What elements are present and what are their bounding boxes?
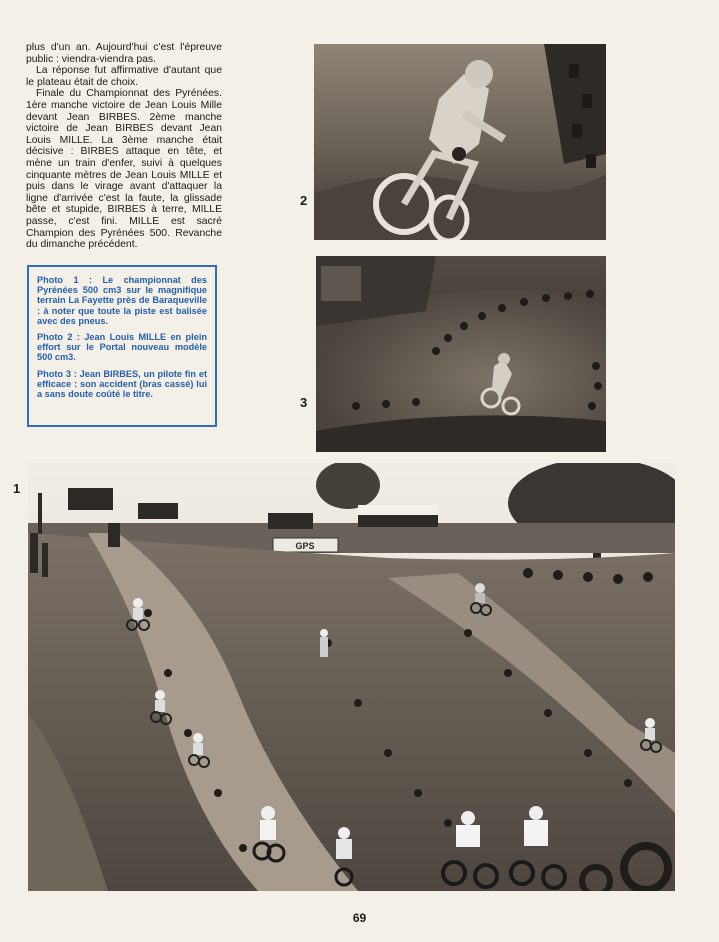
caption-photo-1: Photo 1 : Le championnat des Pyrénées 500 cm3 sur le magnifique terrain La Fayette près de Baraqueville : à noter que toute la piste est balisée avec des pneus. xyxy=(37,275,207,326)
page-number: 69 xyxy=(352,911,367,925)
rider-number-plate xyxy=(452,147,466,161)
photo-2-image xyxy=(314,44,606,240)
photo-2-number: 2 xyxy=(300,193,308,208)
article-text xyxy=(26,42,222,251)
photo-3-number: 3 xyxy=(300,395,308,410)
article-paragraph: Finale du Championnat des Pyrénées. 1ère manche victoire de Jean Louis Mille devant Jean BIRBES. 2ème manche victoire de Jean BIRBES devant Jean Louis MILLE. La 3ème manche était décisive : BIRBES attaque en tête, et mène un train d'enfer, suivi à quelques cinquante mètres de Jean Louis MILLE et puis dans le virage avant d'attaquer la ligne d'arrivée c'est la faute, la glissade bête et stupide, BIRBES à terre, MILLE passe, c'est fini. MILLE est sacré Champion des Pyrénées 500. Revanche du dimanche précédent. xyxy=(26,88,222,251)
photo-2 xyxy=(314,44,606,240)
photo-captions-box xyxy=(27,265,217,427)
photo-1-image xyxy=(28,463,675,891)
article-paragraph: La réponse fut affirmative d'autant que le plateau était de choix. xyxy=(26,65,222,88)
article-paragraph: plus d'un an. Aujourd'hui c'est l'épreuve public : viendra-viendra pas. xyxy=(26,42,222,65)
photo-3-image xyxy=(316,256,606,452)
caption-photo-3: Photo 3 : Jean BIRBES, un pilote fin et efficace : son accident (bras cassé) lui a sans doute coûté le titre. xyxy=(37,368,207,400)
photo-1 xyxy=(28,463,675,891)
sponsor-banner-text: GPS xyxy=(295,541,315,551)
caption-photo-2: Photo 2 : Jean Louis MILLE en plein effort sur le Portal nouveau modèle 500 cm3. xyxy=(37,332,207,363)
photo-1-number: 1 xyxy=(13,481,21,496)
photo-3 xyxy=(316,256,606,452)
